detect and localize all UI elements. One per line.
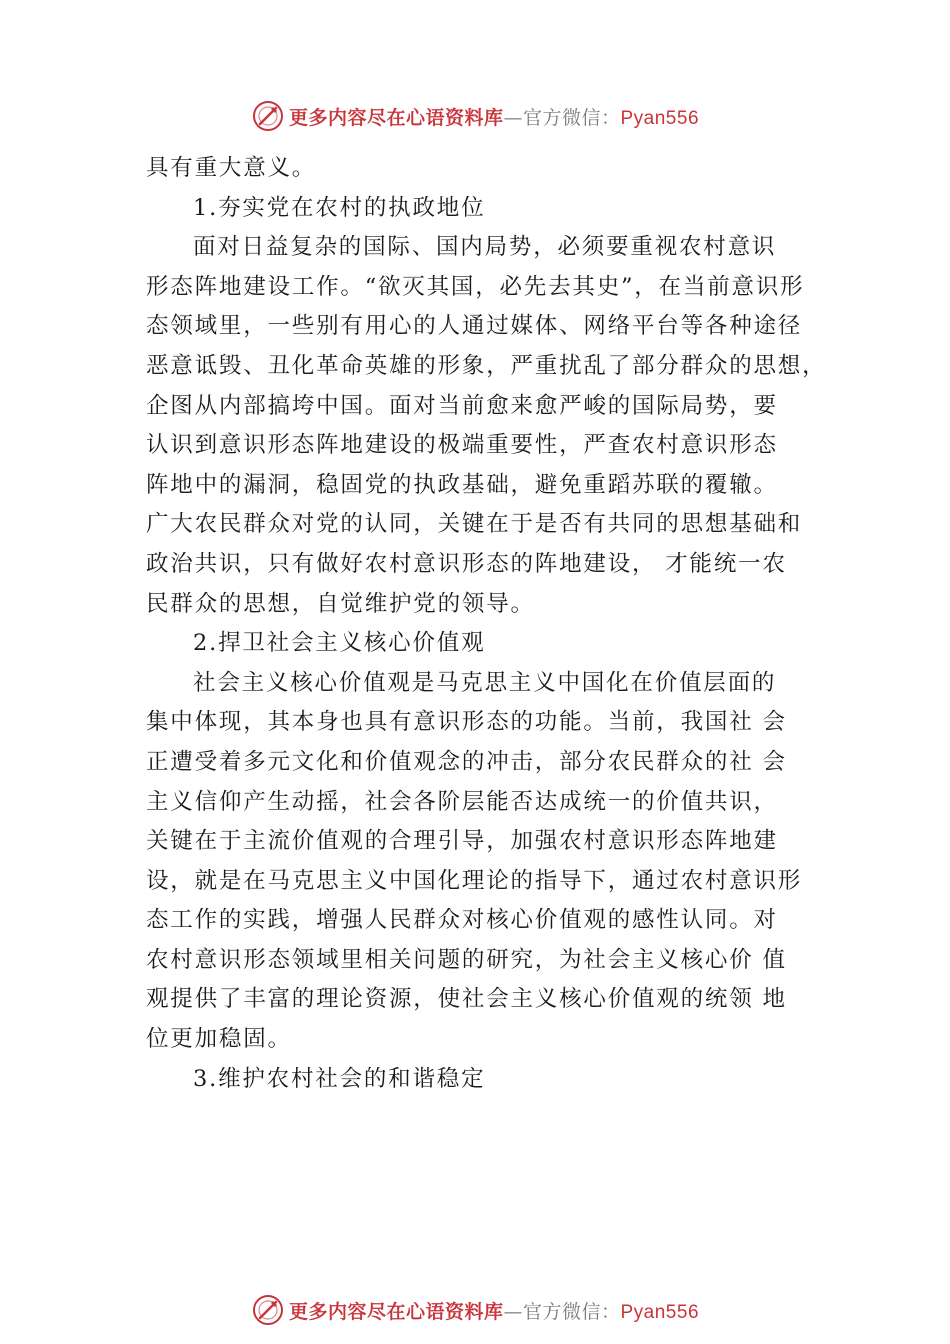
footer-watermark — [0, 1290, 950, 1330]
paragraph-line: 集中体现，其本身也具有意识形态的功能。当前，我国社 会 — [146, 709, 787, 736]
paragraph-line: 位更加稳固。 — [146, 1026, 292, 1053]
watermark-id: Pyan556 — [620, 1301, 700, 1323]
document-body — [146, 149, 836, 1099]
watermark-sub: 官方微信： — [522, 106, 621, 129]
watermark-main: 更多内容尽在心语资料库 — [288, 106, 504, 129]
brand-logo-icon — [251, 1293, 285, 1327]
watermark-sub: 官方微信： — [522, 1300, 621, 1323]
watermark-id: Pyan556 — [620, 107, 700, 129]
paragraph-line: 认识到意识形态阵地建设的极端重要性，严查农村意识形态 — [146, 432, 778, 459]
paragraph-line: 关键在于主流价值观的合理引导，加强农村意识形态阵地建 — [146, 828, 778, 855]
paragraph-line: 企图从内部搞垮中国。面对当前愈来愈严峻的国际局势，要 — [146, 392, 778, 419]
paragraph-line: 广大农民群众对党的认同，关键在于是否有共同的思想基础和 — [146, 511, 803, 538]
paragraph-line: 主义信仰产生动摇，社会各阶层能否达成统一的价值共识， — [146, 788, 778, 815]
paragraph-line: 态领域里，一些别有用心的人通过媒体、网络平台等各种途径 — [146, 313, 803, 340]
paragraph-line: 观提供了丰富的理论资源，使社会主义核心价值观的统领 地 — [146, 986, 787, 1013]
paragraph-line: 正遭受着多元文化和价值观念的冲击，部分农民群众的社 会 — [146, 748, 787, 775]
paragraph-line: 政治共识，只有做好农村意识形态的阵地建设， 才能统一农 — [146, 550, 787, 577]
paragraph-line: 设，就是在马克思主义中国化理论的指导下，通过农村意识形 — [146, 867, 803, 894]
paragraph-line: 农村意识形态领域里相关问题的研究，为社会主义核心价 值 — [146, 946, 787, 973]
section-heading: 3.维护农村社会的和谐稳定 — [193, 1065, 486, 1092]
section-heading: 1.夯实党在农村的执政地位 — [193, 194, 486, 221]
paragraph-line: 社会主义核心价值观是马克思主义中国化在价值层面的 — [193, 669, 777, 696]
watermark-text — [289, 103, 699, 130]
header-watermark — [0, 96, 950, 136]
brand-logo-icon — [251, 99, 285, 133]
watermark-dash: — — [503, 106, 523, 129]
paragraph-line: 阵地中的漏洞，稳固党的执政基础，避免重蹈苏联的覆辙。 — [146, 471, 778, 498]
watermark-main: 更多内容尽在心语资料库 — [288, 1300, 504, 1323]
section-heading: 2.捍卫社会主义核心价值观 — [193, 630, 486, 657]
paragraph-line: 形态阵地建设工作。“欲灭其国，必先去其史”，在当前意识形 — [146, 273, 805, 300]
paragraph-line: 面对日益复杂的国际、国内局势，必须要重视农村意识 — [193, 234, 777, 261]
paragraph-line: 恶意诋毁、丑化革命英雄的形象，严重扰乱了部分群众的思想， — [146, 352, 827, 379]
paragraph-line: 民群众的思想，自觉维护党的领导。 — [146, 590, 535, 617]
paragraph-line: 具有重大意义。 — [146, 155, 317, 181]
watermark-text — [289, 1297, 699, 1324]
paragraph-line: 态工作的实践，增强人民群众对核心价值观的感性认同。对 — [146, 907, 778, 934]
watermark-dash: — — [503, 1300, 523, 1323]
